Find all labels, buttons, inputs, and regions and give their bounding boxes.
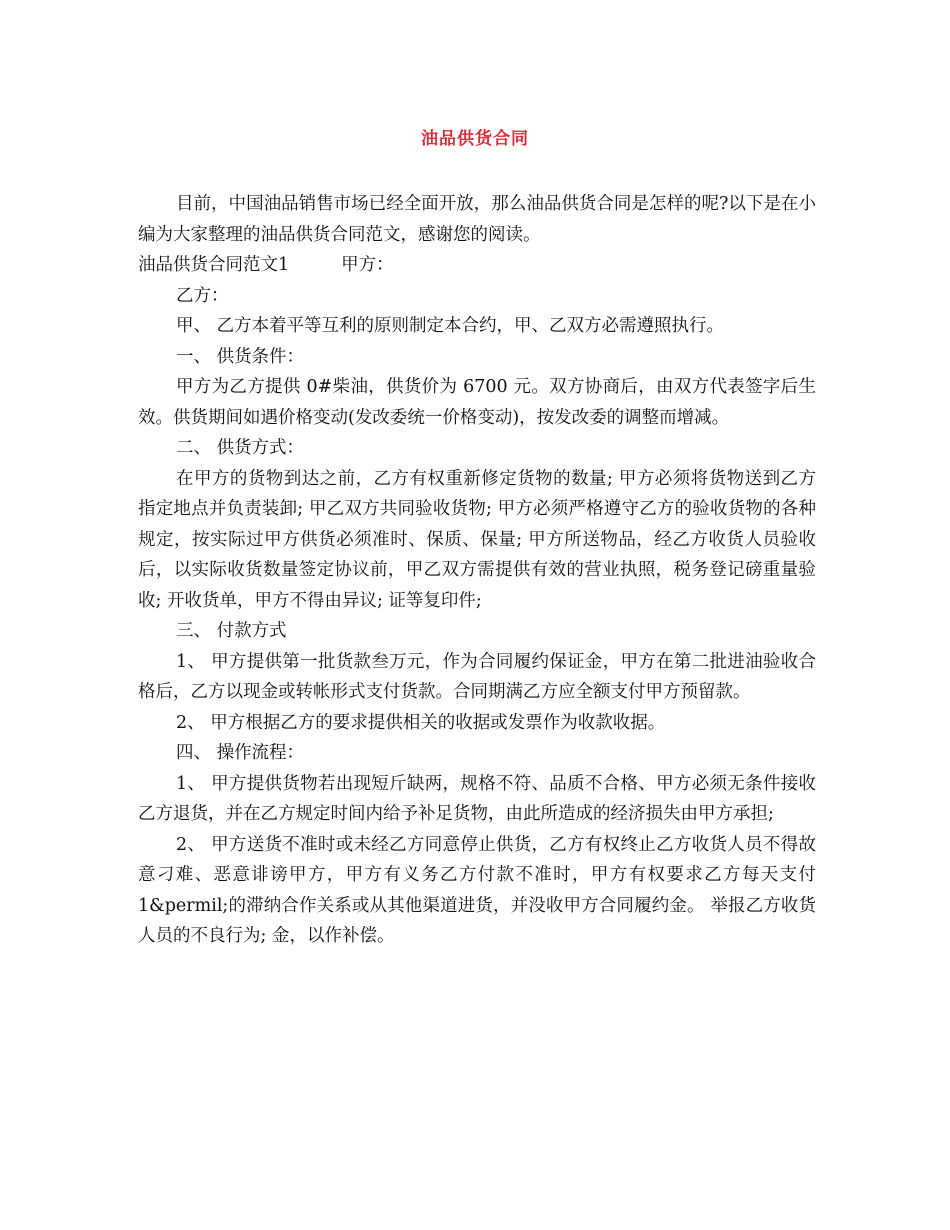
party-b-label: 乙方： [176,285,229,306]
section-4-heading: 四、 操作流程： [176,743,305,763]
sample-line [138,250,816,281]
section-4-item-2: 2、 甲方送货不准时或未经乙方同意停止供货，乙方有权终止乙方收货人员不得故意刁难、恶意诽谤甲方，甲方有义务乙方付款不准时，甲方有权要求乙方每天支付 1&permil;的滞纳合作关系或从其他渠道进货，并没收甲方合同履约金。 举报乙方收货人员的不良行为; 金，以作补偿。 [138,834,816,946]
section-2-text: 在甲方的货物到达之前，乙方有权重新修定货物的数量; 甲方必须将货物送到乙方指定地点并负责装卸; 甲乙双方共同验收货物; 甲方必须严格遵守乙方的验收货物的各种规定，按实际过甲方供货必须准时、保质、保量; 甲方所送物品，经乙方收货人员验收后，以实际收货数量签定协议前，甲乙双方需提供有效的营业执照，税务登记磅重量验收; 开收货单，甲方不得由异议; 证等复印件; [138,468,816,611]
section-3-heading: 三、 付款方式 [176,621,287,641]
section-2-heading: 二、 供货方式： [176,438,305,458]
section-1-text: 甲方为乙方提供 0#柴油，供货价为 6700 元。双方协商后，由双方代表签字后生效。供货期间如遇价格变动(发改委统一价格变动)，按发改委的调整而增减。 [138,377,816,428]
party-a-label: 甲方： [341,255,394,275]
sample-label: 油品供货合同范文1 [138,255,290,275]
document-title: 油品供货合同 [421,129,529,149]
intro-paragraph: 目前，中国油品销售市场已经全面开放，那么油品供货合同是怎样的呢?以下是在小编为大家整理的油品供货合同范文，感谢您的阅读。 [138,194,816,245]
principle-paragraph: 甲、 乙方本着平等互利的原则制定本合约，甲、乙双方必需遵照执行。 [176,316,725,336]
section-1-heading: 一、 供货条件： [176,346,305,367]
section-3-item-2: 2、 甲方根据乙方的要求提供相关的收据或发票作为收款收据。 [176,712,666,733]
section-3-item-1: 1、 甲方提供第一批货款叁万元，作为合同履约保证金，甲方在第二批进油验收合格后，乙方以现金或转帐形式支付货款。合同期满乙方应全额支付甲方预留款。 [138,651,816,702]
section-4-item-1: 1、 甲方提供货物若出现短斤缺两，规格不符、品质不合格、甲方必须无条件接收乙方退货，并在乙方规定时间内给予补足货物，由此所造成的经济损失由甲方承担; [138,773,816,824]
document-body [138,189,816,952]
